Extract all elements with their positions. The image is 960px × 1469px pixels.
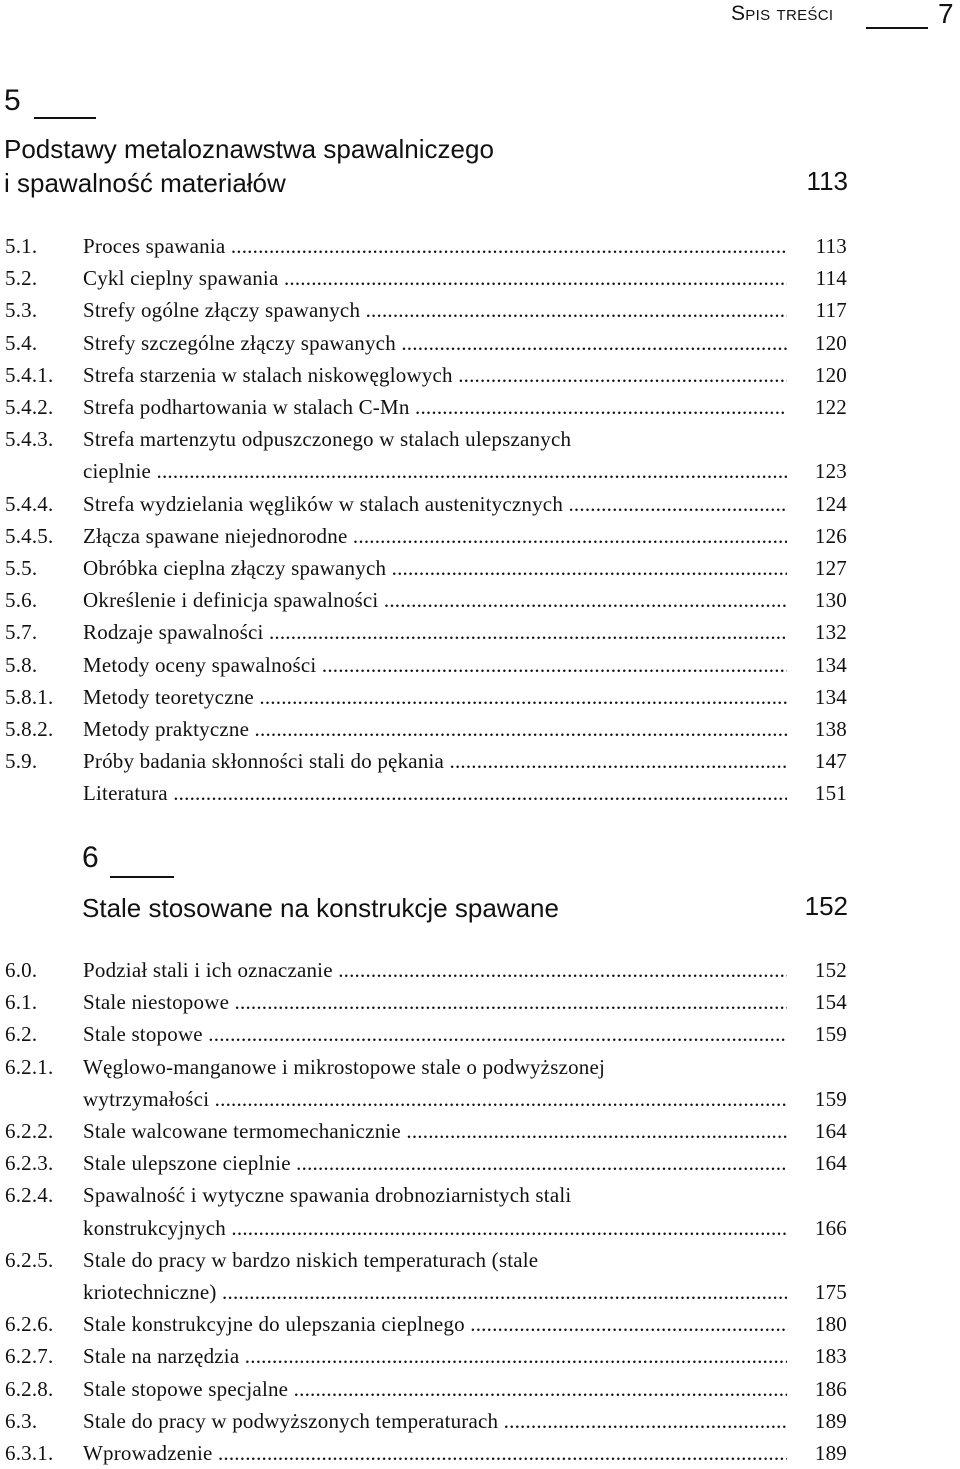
entry-title: Podział stali i ich oznaczanie ..... <box>83 954 787 986</box>
entry-number: 5.9. <box>5 749 38 774</box>
toc-entry <box>0 230 960 262</box>
toc-entry <box>0 359 960 391</box>
entry-number: 6.1. <box>5 990 38 1015</box>
entry-title: Proces spawania ..... <box>83 230 787 262</box>
entry-page-number: 123 <box>814 459 847 484</box>
chapter-number: 6 <box>82 841 99 874</box>
entry-title: Metody praktyczne ..... <box>83 713 787 745</box>
chapter-title-line: Podstawy metaloznawstwa spawalniczego <box>4 134 494 164</box>
toc-entry <box>0 1373 960 1405</box>
toc-entry <box>0 649 960 681</box>
toc-entry <box>0 294 960 326</box>
entry-page-number: 113 <box>815 234 847 258</box>
chapter-page-number: 152 <box>804 891 848 921</box>
toc-entry <box>0 1308 960 1340</box>
entry-number: 5.1. <box>5 234 38 258</box>
entry-number: 5.4.1. <box>5 362 54 387</box>
entry-title: Stale do pracy w podwyższonych temperaturach ..... <box>83 1405 787 1437</box>
entry-number: 6.2.4. <box>5 1183 54 1208</box>
toc-entry <box>0 777 960 809</box>
entry-number: 6.2.6. <box>5 1312 54 1337</box>
entry-title: Węglowo-manganowe i mikrostopowe stale o podwyższonej <box>83 1054 606 1079</box>
entry-title: Stale stopowe ..... <box>83 1018 787 1050</box>
entry-title: Stale ulepszone cieplnie ..... <box>83 1147 787 1179</box>
toc-entry <box>0 1244 960 1276</box>
toc-entry <box>0 262 960 294</box>
entry-page-number: 159 <box>814 1022 847 1047</box>
entry-page-number: 189 <box>814 1408 847 1433</box>
entry-number: 5.2. <box>5 266 38 291</box>
toc-entry <box>0 1018 960 1050</box>
chapter-page-number: 113 <box>806 166 848 196</box>
page-number: 7 <box>938 0 954 29</box>
entry-page-number: 186 <box>814 1376 847 1401</box>
entry-number: 6.3. <box>5 1408 38 1433</box>
entry-number: 5.3. <box>5 298 38 323</box>
entry-title: Strefa podhartowania w stalach C-Mn ..... <box>83 391 787 423</box>
entry-page-number: 183 <box>814 1344 847 1369</box>
toc-entry <box>0 1405 960 1437</box>
entry-page-number: 189 <box>814 1441 847 1465</box>
entry-number: 5.5. <box>5 556 38 580</box>
entry-title: Metody teoretyczne ..... <box>83 681 787 713</box>
toc-entry <box>0 745 960 777</box>
entry-page-number: 138 <box>814 717 847 741</box>
entry-title: Strefa wydzielania węglików w stalach austenitycznych ..... <box>83 488 787 520</box>
entry-title: Obróbka cieplna złączy spawanych ..... <box>83 552 787 584</box>
entry-title: Próby badania skłonności stali do pękania ..... <box>83 745 787 777</box>
entry-page-number: 132 <box>814 620 847 645</box>
entry-number: 6.2.5. <box>5 1247 54 1272</box>
toc-entry <box>0 584 960 616</box>
toc-entry <box>0 1276 960 1308</box>
chapter-title <box>4 132 494 200</box>
entry-number: 6.2.1. <box>5 1054 54 1079</box>
entry-number: 6.2. <box>5 1022 38 1047</box>
entry-number: 5.4.4. <box>5 491 54 516</box>
toc-entry <box>0 1147 960 1179</box>
entry-page-number: 130 <box>814 588 847 613</box>
entry-number: 6.2.2. <box>5 1119 54 1143</box>
entry-number: 6.2.8. <box>5 1376 54 1401</box>
chapter-title <box>82 891 559 925</box>
toc-entry <box>0 423 960 455</box>
entry-page-number: 134 <box>814 652 847 677</box>
entry-page-number: 126 <box>814 523 847 548</box>
entry-number: 5.8.1. <box>5 684 54 709</box>
toc-entry <box>0 488 960 520</box>
entry-title: Literatura ..... <box>83 777 787 809</box>
toc-entry <box>0 986 960 1018</box>
entry-title: Spawalność i wytyczne spawania drobnoziarnistych stali <box>83 1183 572 1208</box>
entry-title: Stale niestopowe ..... <box>83 986 787 1018</box>
toc-entry <box>0 713 960 745</box>
entry-number: 5.6. <box>5 588 38 613</box>
entry-title: Metody oceny spawalności ..... <box>83 649 787 681</box>
entry-title: Strefa martenzytu odpuszczonego w stalach ulepszanych <box>83 427 572 452</box>
entry-page-number: 159 <box>814 1086 847 1111</box>
toc-entry <box>0 1340 960 1372</box>
entry-page-number: 164 <box>814 1119 847 1143</box>
entry-page-number: 134 <box>814 684 847 709</box>
entry-title: Strefa starzenia w stalach niskowęglowych ..... <box>83 359 787 391</box>
entry-page-number: 147 <box>814 749 847 774</box>
toc-entry <box>0 681 960 713</box>
chapter-rule <box>110 876 174 878</box>
chapter-title-line: i spawalność materiałów <box>4 168 286 198</box>
toc-entry <box>0 954 960 986</box>
toc-entry <box>0 1179 960 1211</box>
entry-title: Wprowadzenie ..... <box>83 1437 787 1469</box>
entry-title: Stale do pracy w bardzo niskich temperaturach (stale <box>83 1247 539 1272</box>
toc-entry <box>0 455 960 487</box>
toc-entry <box>0 552 960 584</box>
entry-page-number: 120 <box>814 330 847 355</box>
entry-title: Stale konstrukcyjne do ulepszania cieplnego ..... <box>83 1308 787 1340</box>
toc-entry <box>0 1115 960 1147</box>
entry-number: 5.8. <box>5 652 38 677</box>
entry-page-number: 164 <box>814 1151 847 1176</box>
entry-title: Stale na narzędzia ..... <box>83 1340 787 1372</box>
entry-title: kriotechniczne) ..... <box>83 1276 787 1308</box>
chapter-title-line: Stale stosowane na konstrukcje spawane <box>82 893 559 923</box>
toc-entry <box>0 616 960 648</box>
entry-title: Strefy szczególne złączy spawanych ..... <box>83 327 787 359</box>
toc-entry <box>0 327 960 359</box>
entry-number: 5.8.2. <box>5 717 54 741</box>
running-head-title: Spis treści <box>731 2 834 25</box>
entry-page-number: 175 <box>814 1280 847 1304</box>
entry-title: cieplnie ..... <box>83 455 787 487</box>
toc-entry <box>0 391 960 423</box>
toc-entry <box>0 1083 960 1115</box>
entry-page-number: 114 <box>815 266 847 291</box>
chapter-rule <box>34 117 96 119</box>
entry-title: Strefy ogólne złączy spawanych ..... <box>83 294 787 326</box>
entry-page-number: 124 <box>814 491 847 516</box>
chapter-number: 5 <box>4 84 21 117</box>
entry-title: Stale walcowane termomechanicznie ..... <box>83 1115 787 1147</box>
entry-title: Rodzaje spawalności ..... <box>83 616 787 648</box>
entry-number: 5.7. <box>5 620 38 645</box>
entry-page-number: 120 <box>814 362 847 387</box>
entry-title: konstrukcyjnych ..... <box>83 1212 787 1244</box>
toc-entry <box>0 1212 960 1244</box>
entry-page-number: 180 <box>814 1312 847 1337</box>
entry-title: Złącza spawane niejednorodne ..... <box>83 520 787 552</box>
entry-number: 5.4.2. <box>5 395 54 419</box>
entry-page-number: 154 <box>814 990 847 1015</box>
entry-number: 6.2.7. <box>5 1344 54 1369</box>
entry-page-number: 117 <box>815 298 847 323</box>
toc-entry <box>0 1437 960 1469</box>
entry-title: Określenie i definicja spawalności ..... <box>83 584 787 616</box>
running-head-rule <box>866 27 928 29</box>
entry-title: Cykl cieplny spawania ..... <box>83 262 787 294</box>
entry-page-number: 166 <box>814 1215 847 1240</box>
entry-number: 6.2.3. <box>5 1151 54 1176</box>
entry-page-number: 127 <box>814 556 847 580</box>
entry-page-number: 152 <box>814 958 847 982</box>
entry-number: 6.3.1. <box>5 1441 54 1465</box>
toc-entry <box>0 520 960 552</box>
entry-title: Stale stopowe specjalne ..... <box>83 1373 787 1405</box>
entry-number: 6.0. <box>5 958 38 982</box>
entry-page-number: 122 <box>814 395 847 419</box>
entry-number: 5.4.3. <box>5 427 54 452</box>
entry-number: 5.4. <box>5 330 38 355</box>
toc-entry <box>0 1051 960 1083</box>
entry-page-number: 151 <box>814 781 847 806</box>
entry-title: wytrzymałości ..... <box>83 1083 787 1115</box>
entry-number: 5.4.5. <box>5 523 54 548</box>
running-head <box>0 0 960 36</box>
